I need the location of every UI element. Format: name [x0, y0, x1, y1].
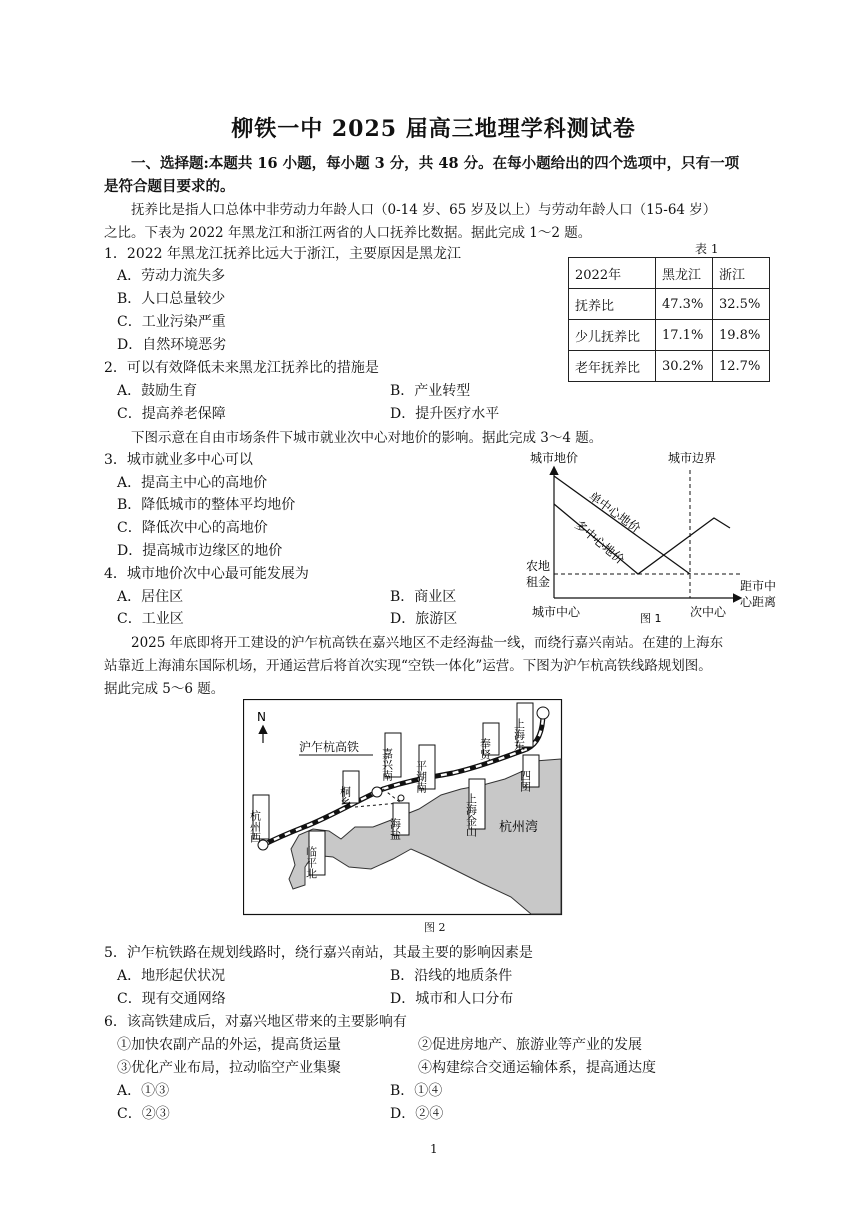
q5-option-a: A．地形起伏状况 [117, 968, 226, 984]
table-cell: 30.2% [656, 351, 713, 382]
table1-caption: 表 1 [695, 242, 719, 256]
station-label: 桐乡 [338, 786, 352, 808]
intro3-line1: 2025 年底即将开工建设的沪乍杭高铁在嘉兴地区不走经海盐一线，而绕行嘉兴南站。在建的上海东 [131, 635, 724, 651]
q6-stem: 6．该高铁建成后，对嘉兴地区带来的主要影响有 [104, 1014, 407, 1030]
q1-option-c: C．工业污染严重 [117, 314, 226, 330]
railway-map [243, 699, 563, 916]
table-cell: 少儿抚养比 [569, 320, 656, 351]
station-label: 上海金山 [464, 793, 478, 837]
q6-item-1: ①加快农副产品的外运，提高货运量 [117, 1037, 341, 1053]
single-center-label: 单中心地价 [586, 489, 644, 536]
q3-option-d: D．提高城市边缘区的地价 [117, 543, 283, 559]
q5-stem: 5．沪乍杭铁路在规划线路时，绕行嘉兴南站，其最主要的影响因素是 [104, 945, 533, 961]
intro2: 下图示意在自由市场条件下城市就业次中心对地价的影响。据此完成 3～4 题。 [131, 430, 603, 446]
x-sub-center-label: 次中心 [690, 605, 727, 619]
q6-option-a: A．①③ [117, 1083, 170, 1099]
q3-option-a: A．提高主中心的高地价 [117, 475, 268, 491]
figure1-caption: 图 1 [640, 612, 662, 625]
table-cell: 抚养比 [569, 289, 656, 320]
intro3-line3: 据此完成 5～6 题。 [104, 681, 225, 697]
x-axis-label-2: 心距离 [740, 595, 777, 609]
q6-item-3: ③优化产业布局，拉动临空产业集聚 [117, 1060, 341, 1076]
table-cell: 黑龙江 [656, 258, 713, 289]
station-marker [398, 795, 404, 801]
q4-stem: 4．城市地价次中心最可能发展为 [104, 566, 309, 582]
table-cell: 17.1% [656, 320, 713, 351]
table-row [569, 289, 770, 320]
q3-option-b: B．降低城市的整体平均地价 [117, 497, 296, 513]
q1-stem: 1．2022 年黑龙江抚养比远大于浙江，主要原因是黑龙江 [104, 246, 461, 262]
x-origin-label: 城市中心 [532, 605, 581, 619]
q4-option-d: D．旅游区 [390, 611, 458, 627]
q1-option-a: A．劳动力流失多 [117, 268, 226, 284]
intro3-line2: 站靠近上海浦东国际机场，开通运营后将首次实现“空铁一体化”运营。下图为沪乍杭高铁线路规划图。 [104, 658, 712, 674]
q5-option-b: B．沿线的地质条件 [390, 968, 513, 984]
table-cell: 32.5% [713, 289, 770, 320]
farm-rent-label-2: 租金 [526, 575, 551, 589]
q1-option-b: B．人口总量较少 [117, 291, 226, 307]
q2-option-a: A．鼓励生育 [117, 383, 198, 399]
table-row [569, 351, 770, 382]
x-axis-label-1: 距市中 [740, 579, 777, 593]
station-marker [537, 707, 549, 719]
q6-item-4: ④构建综合交通运输体系，提高通达度 [418, 1060, 656, 1076]
q6-option-b: B．①④ [390, 1083, 443, 1099]
q3-option-c: C．降低次中心的高地价 [117, 520, 268, 536]
q2-option-b: B．产业转型 [390, 383, 471, 399]
station-label: 奉贤 [478, 738, 492, 760]
boundary-label: 城市边界 [668, 451, 717, 465]
station-label: 临平北 [304, 846, 318, 879]
q6-option-c: C．②③ [117, 1106, 170, 1122]
table-cell: 12.7% [713, 351, 770, 382]
table-row [569, 320, 770, 351]
page-number: 1 [430, 1142, 438, 1156]
farm-rent-label-1: 农地 [526, 559, 551, 573]
section-header-line1: 一、选择题:本题共 16 小题，每小题 3 分，共 48 分。在每小题给出的四个选项中，只有一项 [131, 155, 740, 172]
q5-option-d: D．城市和人口分布 [390, 991, 514, 1007]
station-label: 海盐 [388, 818, 402, 840]
q3-stem: 3．城市就业多中心可以 [104, 452, 253, 468]
dependency-ratio-table [568, 257, 770, 382]
table-cell: 浙江 [713, 258, 770, 289]
intro1-line1: 抚养比是指人口总体中非劳动力年龄人口（0-14 岁、65 岁及以上）与劳动年龄人口（15-64 岁） [131, 202, 717, 218]
q6-option-d: D．②④ [390, 1106, 444, 1122]
north-label: N [257, 710, 266, 724]
land-price-diagram [518, 446, 788, 626]
table-cell: 19.8% [713, 320, 770, 351]
q2-stem: 2．可以有效降低未来黑龙江抚养比的措施是 [104, 360, 379, 376]
railway-legend: 沪乍杭高铁 [299, 740, 360, 754]
station-label: 杭州西 [248, 810, 262, 843]
station-marker [372, 787, 382, 797]
page-title: 柳铁一中 2025 届高三地理学科测试卷 [231, 116, 636, 142]
q4-option-b: B．商业区 [390, 589, 457, 605]
y-axis-label: 城市地价 [530, 451, 579, 465]
q1-option-d: D．自然环境恶劣 [117, 337, 227, 353]
station-label: 四团 [518, 770, 532, 792]
section-header-line2: 是符合题目要求的。 [104, 178, 235, 195]
q2-option-c: C．提高养老保障 [117, 406, 226, 422]
bay-label: 杭州湾 [499, 820, 539, 835]
q4-option-a: A．居住区 [117, 589, 184, 605]
table-cell: 2022年 [569, 258, 656, 289]
station-label: 上海东 [512, 718, 526, 751]
figure2-caption: 图 2 [424, 921, 446, 934]
q2-option-d: D．提升医疗水平 [390, 406, 500, 422]
table-header-row [569, 258, 770, 289]
q5-option-c: C．现有交通网络 [117, 991, 226, 1007]
station-label: 嘉兴南 [380, 748, 394, 781]
multi-center-label: 多中心地价 [572, 517, 628, 567]
q6-item-2: ②促进房地产、旅游业等产业的发展 [418, 1037, 642, 1053]
intro1-line2: 之比。下表为 2022 年黑龙江和浙江两省的人口抚养比数据。据此完成 1～2 题。 [104, 225, 592, 241]
table-cell: 47.3% [656, 289, 713, 320]
station-label: 平湖南 [414, 760, 428, 793]
q4-option-c: C．工业区 [117, 611, 184, 627]
table-cell: 老年抚养比 [569, 351, 656, 382]
